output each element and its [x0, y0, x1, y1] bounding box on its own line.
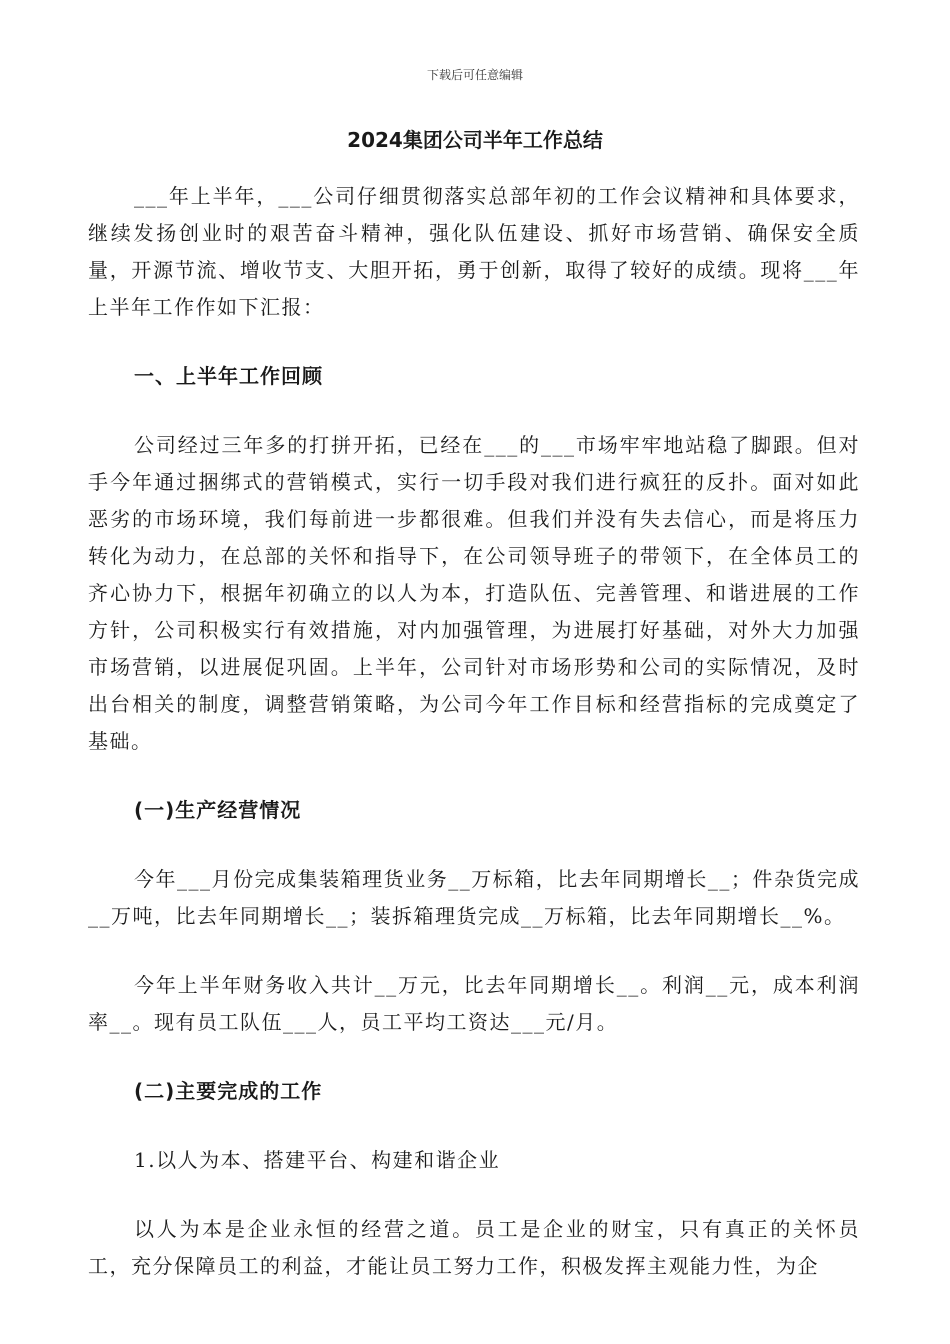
operations-paragraph-1: 今年___月份完成集装箱理货业务__万标箱，比去年同期增长__；件杂货完成__万吨，比去年同期增长__；装拆箱理货完成__万标箱，比去年同期增长__%。	[88, 867, 860, 928]
document-body	[88, 178, 860, 1285]
intro-paragraph: ___年上半年，___公司仔细贯彻落实总部年初的工作会议精神和具体要求，继续发扬创业时的艰苦奋斗精神，强化队伍建设、抓好市场营销、确保安全质量，开源节流、增收节支、大胆开拓，勇于创新，取得了较好的成绩。现将___年上半年工作作如下汇报：	[88, 184, 860, 319]
operations-paragraph-2: 今年上半年财务收入共计__万元，比去年同期增长__。利润__元，成本利润率__。现有员工队伍___人，员工平均工资达___元/月。	[88, 973, 860, 1034]
header-note: 下载后可任意编辑	[426, 68, 523, 82]
document-title: 2024集团公司半年工作总结	[347, 128, 603, 152]
review-paragraph: 公司经过三年多的打拼开拓，已经在___的___市场牢牢地站稳了脚跟。但对手今年通过捆绑式的营销模式，实行一切手段对我们进行疯狂的反扑。面对如此恶劣的市场环境，我们每前进一步都很难。但我们并没有失去信心，而是将压力转化为动力，在总部的关怀和指导下，在公司领导班子的带领下，在全体员工的齐心协力下，根据年初确立的以人为本，打造队伍、完善管理、和谐进展的工作方针，公司积极实行有效措施，对内加强管理，为进展打好基础，对外大力加强市场营销，以进展促巩固。上半年，公司针对市场形势和公司的实际情况，及时出台相关的制度，调整营销策略，为公司今年工作目标和经营指标的完成奠定了基础。	[88, 433, 860, 753]
item-heading-people-first: 1.以人为本、搭建平台、构建和谐企业	[134, 1148, 501, 1172]
subsection-heading-operations: (一)生产经营情况	[134, 798, 302, 822]
section-heading-review: 一、上半年工作回顾	[134, 364, 323, 388]
subsection-heading-main-work: (二)主要完成的工作	[134, 1079, 323, 1103]
item-paragraph-people-first: 以人为本是企业永恒的经营之道。员工是企业的财宝，只有真正的关怀员工，充分保障员工的利益，才能让员工努力工作，积极发挥主观能力性，为企	[88, 1217, 860, 1278]
